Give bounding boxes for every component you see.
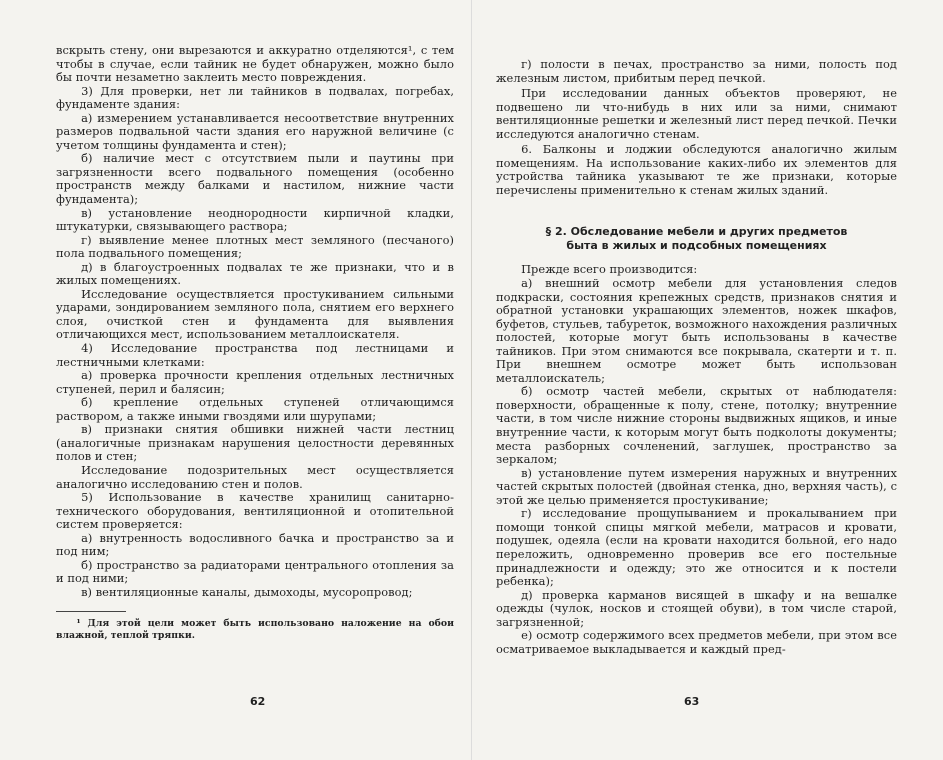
paragraph: б) крепление отдельных ступеней отличающимся раствором, а также иными гвоздями или шурупами; [56, 395, 454, 423]
paragraph: 3) Для проверки, нет ли тайников в подвалах, погребах, фундаменте здания: [56, 83, 454, 112]
paragraph: в) установление путем измерения наружных и внутренних частей скрытых полостей (двойная стенка, дно, верхняя часть), с этой же целью применяется простукивание; [496, 465, 897, 507]
page-number-left: 62 [250, 695, 266, 708]
paragraph: Прежде всего производится: [521, 262, 698, 277]
paragraph: г) выявление менее плотных мест земляного (песчаного) пола подвального помещения; [56, 232, 454, 261]
paragraph: а) измерением устанавливается несоответствие внутренних размеров подвальной части здания его наружной величине (с учетом толщины фундамента и стен); [56, 110, 454, 152]
section-heading-line-2: быта в жилых и подсобных помещениях [566, 239, 827, 253]
paragraph: б) осмотр частей мебели, скрытых от наблюдателя: поверхности, обращенные к полу, стене, потолку; внутренние части, в том числе нижние стороны выдвижных ящиков, и иные внутренние части, к которым могут быть подколоты документы; места разборных сочленений, заглушек, пространство за зеркалом; [496, 384, 897, 467]
footnote: ¹ Для этой цели может быть использовано наложение на обои влажной, теплой тряпки. [56, 618, 454, 642]
footnote-divider [56, 611, 126, 612]
left-page-text [56, 44, 454, 599]
paragraph: 4) Исследование пространства под лестницами и лестничными клетками: [56, 341, 454, 369]
page-number-right: 63 [684, 695, 700, 708]
section-heading [496, 225, 897, 253]
right-page-text-after [496, 263, 897, 656]
right-page-text [496, 58, 897, 197]
paragraph: а) внешний осмотр мебели для установления следов подкраски, состояния крепежных средств, признаков снятия и обратной установки украшающих элементов, ножек шкафов, буфетов, стульев, табуреток, возможного нахождения различных полостей, которые могут быть использованы в качестве тайников. При этом снимаются все покрывала, скатерти и т. п. При внешнем осмотре может быть использован металлоискатель; [496, 276, 897, 385]
paragraph: в) вентиляционные каналы, дымоходы, мусоропровод; [81, 584, 413, 599]
paragraph: Исследование подозрительных мест осуществляется аналогично исследованию стен и полов. [56, 462, 454, 491]
paragraph: г) исследование прощупыванием и прокалыванием при помощи тонкой спицы мягкой мебели, матрасов и кровати, подушек, одеяла (если на кровати находится больной, его надо переложить, одновременно проверив все его постельные принадлежности и одежду; это же относится и к постели ребенка); [496, 506, 897, 589]
paragraph: а) проверка прочности крепления отдельных лестничных ступеней, перил и балясин; [56, 368, 454, 396]
paragraph: д) проверка карманов висящей в шкафу и на вешалке одежды (чулок, носков и стоящей обуви), в том числе старой, загрязненной; [496, 587, 897, 629]
paragraph: в) установление неоднородности кирпичной кладки, штукатурки, связывающего раствора; [56, 205, 454, 234]
paragraph: г) полости в печах, пространство за ними, полость под железным листом, прибитым перед печкой. [496, 57, 897, 85]
paragraph: б) наличие мест с отсутствием пыли и паутины при загрязненности всего подвального помещения (особенно пространств между балками и настилом, нижние части фундамента); [56, 151, 454, 207]
paragraph: в) признаки снятия обшивки нижней части лестниц (аналогичные признакам нарушения целостности деревянных полов и стен; [56, 422, 454, 464]
paragraph: 6. Балконы и лоджии обследуются аналогично жилым помещениям. На использование каких-либо их элементов для устройства тайника указывают те же признаки, которые перечислены применительно к стенам жилых зданий. [496, 142, 897, 197]
paragraph: вскрыть стену, они вырезаются и аккуратно отделяются¹, с тем чтобы в случае, если тайник не будет обнаружен, можно было бы почти незаметно заклеить место повреждения. [56, 43, 454, 85]
paragraph: При исследовании данных объектов проверяют, не подвешено ли что-нибудь в них или за ними, снимают вентиляционные решетки и железный лист перед печкой. Печки исследуются аналогично стенам. [496, 86, 897, 141]
paragraph: а) внутренность водосливного бачка и пространство за и под ним; [56, 530, 454, 559]
paragraph: Исследование осуществляется простукиванием сильными ударами, зондированием земляного пола, снятием его верхнего слоя, очисткой стен и фундамента для выявления отличающихся мест, использованием металлоискателя. [56, 286, 454, 342]
paragraph: 5) Использование в качестве хранилищ санитарно-технического оборудования, вентиляционной и отопительной систем проверяется: [56, 490, 454, 532]
right-page [472, 0, 943, 760]
paragraph: д) в благоустроенных подвалах те же признаки, что и в жилых помещениях. [56, 259, 454, 288]
paragraph: б) пространство за радиаторами центрального отопления за и под ними; [56, 557, 454, 586]
section-heading-line-1: § 2. Обследование мебели и других предметов [545, 225, 848, 239]
paragraph: е) осмотр содержимого всех предметов мебели, при этом все осматриваемое выкладывается и каждый пред- [496, 628, 897, 656]
